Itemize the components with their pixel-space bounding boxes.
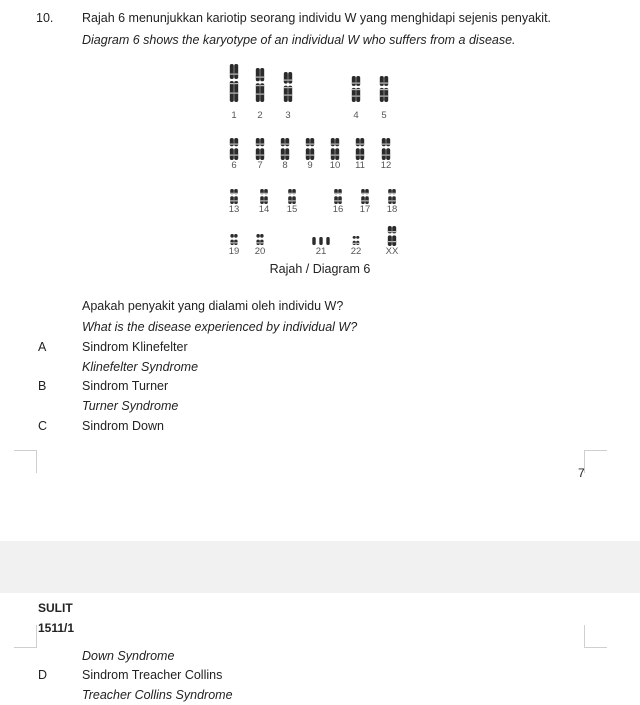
chromosome-pair-16	[334, 189, 342, 204]
question-ask-malay: Apakah penyakit yang dialami oleh individu W?	[82, 299, 344, 313]
chromosome-pair-15	[288, 189, 296, 204]
option-c-malay: Sindrom Down	[82, 419, 164, 433]
option-c-english: Down Syndrome	[82, 649, 175, 663]
chromosome-pair-19	[230, 234, 237, 245]
question-ask-english: What is the disease experienced by individual W?	[82, 320, 358, 334]
karyotype-figure	[218, 56, 410, 258]
chromosome-label-5: 5	[381, 110, 387, 121]
chromosome-pair-7	[256, 138, 264, 160]
option-a-english: Klinefelter Syndrome	[82, 360, 199, 374]
chromosome-label-2: 2	[257, 110, 263, 121]
crop-mark-right	[584, 450, 607, 473]
header-sulit: SULIT	[38, 601, 73, 615]
chromosome-label-22: 22	[350, 246, 362, 257]
option-a-malay: Sindrom Klinefelter	[82, 340, 188, 354]
chromosome-label-16: 16	[332, 204, 344, 215]
option-b-malay: Sindrom Turner	[82, 379, 169, 393]
option-b-letter: B	[38, 379, 47, 393]
option-d-malay: Sindrom Treacher Collins	[82, 668, 223, 682]
chromosome-pair-9	[306, 138, 314, 160]
chromosome-label-9: 9	[307, 160, 313, 171]
option-d-english: Treacher Collins Syndrome	[82, 688, 233, 702]
chromosome-label-1: 1	[231, 110, 237, 121]
figure-caption: Rajah / Diagram 6	[269, 262, 371, 276]
question-text-malay: Rajah 6 menunjukkan kariotip seorang individu W yang menghidapi sejenis penyakit.	[82, 11, 552, 25]
chromosome-label-21: 21	[315, 246, 327, 257]
chromosome-pair-18	[388, 189, 396, 204]
crop-mark-right-lower	[584, 625, 607, 648]
chromosome-label-3: 3	[285, 110, 291, 121]
question-text-english: Diagram 6 shows the karyotype of an individual W who suffers from a disease.	[82, 33, 516, 47]
chromosome-label-13: 13	[228, 204, 240, 215]
chromosome-label-xx: XX	[385, 246, 399, 257]
chromosome-label-8: 8	[282, 160, 288, 171]
chromosome-label-11: 11	[355, 160, 365, 171]
chromosome-pair-1	[230, 64, 238, 102]
chromosome-label-7: 7	[257, 160, 263, 171]
chromosome-pair-10	[331, 138, 339, 160]
chromosome-pair-xx	[388, 226, 396, 246]
chromosome-label-14: 14	[258, 204, 270, 215]
chromosome-pair-6	[230, 138, 238, 160]
chromosome-trisomy-21	[312, 237, 329, 245]
option-a-letter: A	[38, 340, 47, 354]
chromosome-label-20: 20	[254, 246, 266, 257]
chromosome-pair-20	[256, 234, 263, 245]
question-number: 10.	[36, 11, 54, 25]
chromosome-label-17: 17	[359, 204, 371, 215]
chromosome-label-12: 12	[380, 160, 392, 171]
chromosome-label-19: 19	[228, 246, 240, 257]
chromosome-pair-13	[230, 189, 238, 204]
chromosome-pair-11	[356, 138, 364, 160]
chromosome-label-10: 10	[329, 160, 341, 171]
crop-mark-left-lower	[14, 625, 37, 648]
chromosome-pair-12	[382, 138, 390, 160]
page-number: 7	[578, 466, 585, 480]
chromosome-label-4: 4	[353, 110, 359, 121]
paper-code: 1511/1	[38, 621, 75, 635]
option-d-letter: D	[38, 668, 48, 682]
chromosome-pair-22	[353, 236, 360, 245]
karyotype-diagram	[218, 56, 410, 258]
chromosome-pair-17	[361, 189, 369, 204]
page-break-gap	[0, 541, 640, 593]
chromosome-pair-4	[352, 76, 360, 102]
chromosome-label-6: 6	[231, 160, 237, 171]
chromosome-label-15: 15	[286, 204, 298, 215]
chromosome-pair-3	[284, 72, 292, 102]
chromosome-pair-5	[380, 76, 388, 102]
chromosome-label-18: 18	[386, 204, 398, 215]
chromosome-pair-2	[256, 68, 264, 102]
chromosome-pair-14	[260, 189, 268, 204]
option-c-letter: C	[38, 419, 48, 433]
crop-mark-left	[14, 450, 37, 473]
chromosome-pair-8	[281, 138, 289, 160]
option-b-english: Turner Syndrome	[82, 399, 179, 413]
